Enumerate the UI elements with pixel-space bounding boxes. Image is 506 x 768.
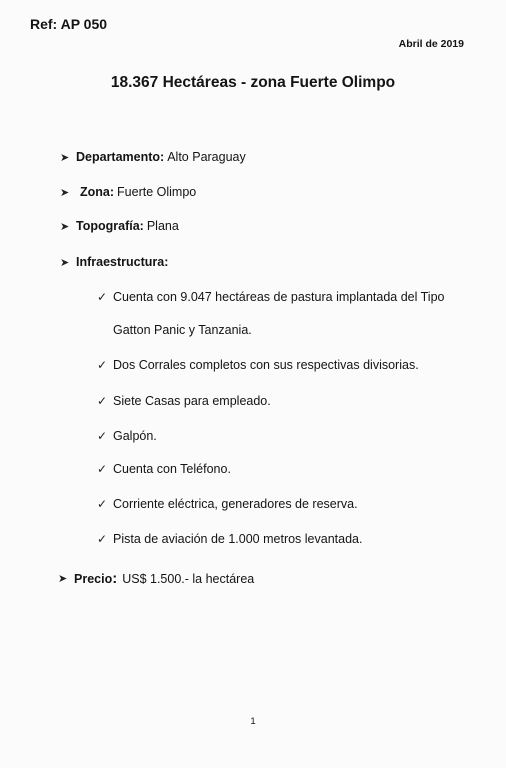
field-label: Precio	[74, 571, 113, 586]
checkmark-icon: ✓	[97, 462, 108, 476]
checkmark-icon: ✓	[97, 497, 108, 511]
field-departamento	[60, 150, 246, 164]
checkmark-icon: ✓	[97, 429, 108, 443]
field-label: Departamento:	[76, 150, 165, 164]
checkmark-icon: ✓	[97, 290, 108, 304]
infraestructura-item: ✓ Cuenta con Teléfono.	[97, 462, 231, 476]
field-label: Infraestructura:	[76, 255, 169, 269]
arrowhead-bullet-icon: ➤	[60, 220, 70, 233]
page-number: 1	[250, 716, 256, 727]
infraestructura-item: ✓ Corriente eléctrica, generadores de reserva.	[97, 497, 358, 511]
field-colon: :	[112, 570, 118, 587]
reference-code: Ref: AP 050	[30, 16, 108, 32]
infraestructura-item: ✓ Siete Casas para empleado.	[97, 394, 271, 408]
field-precio	[58, 570, 254, 587]
infraestructura-item: ✓ Galpón.	[97, 429, 157, 443]
field-value: Fuerte Olimpo	[117, 185, 197, 199]
field-label: Topografía:	[76, 219, 144, 233]
arrowhead-bullet-icon: ➤	[58, 573, 68, 585]
field-value: Plana	[146, 219, 179, 233]
checkmark-icon: ✓	[97, 532, 108, 546]
field-label: Zona:	[80, 185, 115, 199]
checkmark-icon: ✓	[97, 394, 108, 408]
infraestructura-item: ✓ Cuenta con 9.047 hectáreas de pastura implantada del Tipo	[97, 290, 445, 304]
arrowhead-bullet-icon: ➤	[60, 186, 70, 199]
document-title: 18.367 Hectáreas - zona Fuerte Olimpo	[110, 74, 396, 91]
field-value: US$ 1.500.- la hectárea	[122, 571, 255, 586]
field-infraestructura	[60, 255, 168, 269]
document-date: Abril de 2019	[398, 38, 464, 50]
arrowhead-bullet-icon: ➤	[60, 151, 70, 164]
checkmark-icon: ✓	[97, 358, 108, 372]
infraestructura-item: ✓ Dos Corrales completos con sus respectivas divisorias.	[97, 358, 419, 372]
arrowhead-bullet-icon: ➤	[60, 256, 70, 269]
field-topografia	[60, 219, 179, 233]
field-zona	[60, 185, 196, 199]
field-value: Alto Paraguay	[167, 150, 246, 164]
infraestructura-item-continuation: Gatton Panic y Tanzania.	[113, 323, 252, 337]
infraestructura-item: ✓ Pista de aviación de 1.000 metros levantada.	[97, 532, 363, 546]
